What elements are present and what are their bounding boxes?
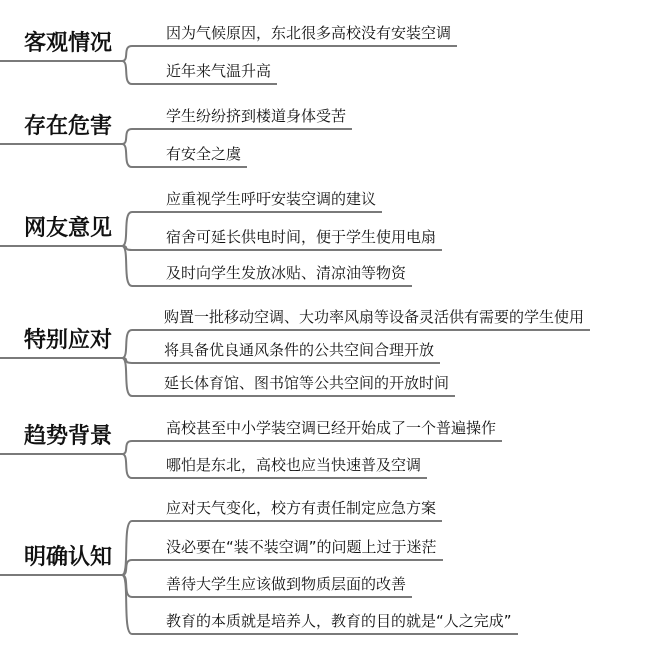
item-harm-2: 有安全之虞 [166,145,242,163]
branch-line [122,46,457,61]
category-special: 特别应对 [24,328,113,353]
item-objective-1: 因为气候原因，东北很多高校没有安装空调 [166,24,452,42]
item-harm-1: 学生纷纷挤到楼道身体受苦 [166,107,347,125]
item-awareness-4: 教育的本质就是培养人，教育的目的就是“人之完成” [166,612,512,630]
item-awareness-3: 善待大学生应该做到物质层面的改善 [166,575,407,593]
category-objective: 客观情况 [24,31,113,56]
item-objective-2: 近年来气温升高 [166,62,272,80]
branch-line [122,441,502,454]
item-special-1: 购置一批移动空调、大功率风扇等设备灵活供有需要的学生使用 [164,308,585,326]
item-netizen-2: 宿舍可延长供电时间，便于学生使用电扇 [166,228,437,246]
category-awareness: 明确认知 [24,545,113,570]
item-netizen-3: 及时向学生发放冰贴、清凉油等物资 [166,264,407,282]
item-special-2: 将具备优良通风条件的公共空间合理开放 [164,341,435,359]
category-netizen: 网友意见 [24,216,113,241]
branch-line [122,560,443,575]
item-netizen-1: 应重视学生呼吁安装空调的建议 [166,190,377,208]
item-trend-1: 高校甚至中小学装空调已经开始成了一个普遍操作 [166,419,497,437]
item-awareness-1: 应对天气变化，校方有责任制定应急方案 [166,499,437,517]
category-harm: 存在危害 [24,114,113,139]
category-trend: 趋势背景 [24,424,113,449]
item-trend-2: 哪怕是东北，高校也应当快速普及空调 [166,456,422,474]
branch-line [122,129,352,144]
item-awareness-2: 没必要在“装不装空调”的问题上过于迷茫 [166,538,437,556]
item-special-3: 延长体育馆、图书馆等公共空间的开放时间 [164,374,450,392]
